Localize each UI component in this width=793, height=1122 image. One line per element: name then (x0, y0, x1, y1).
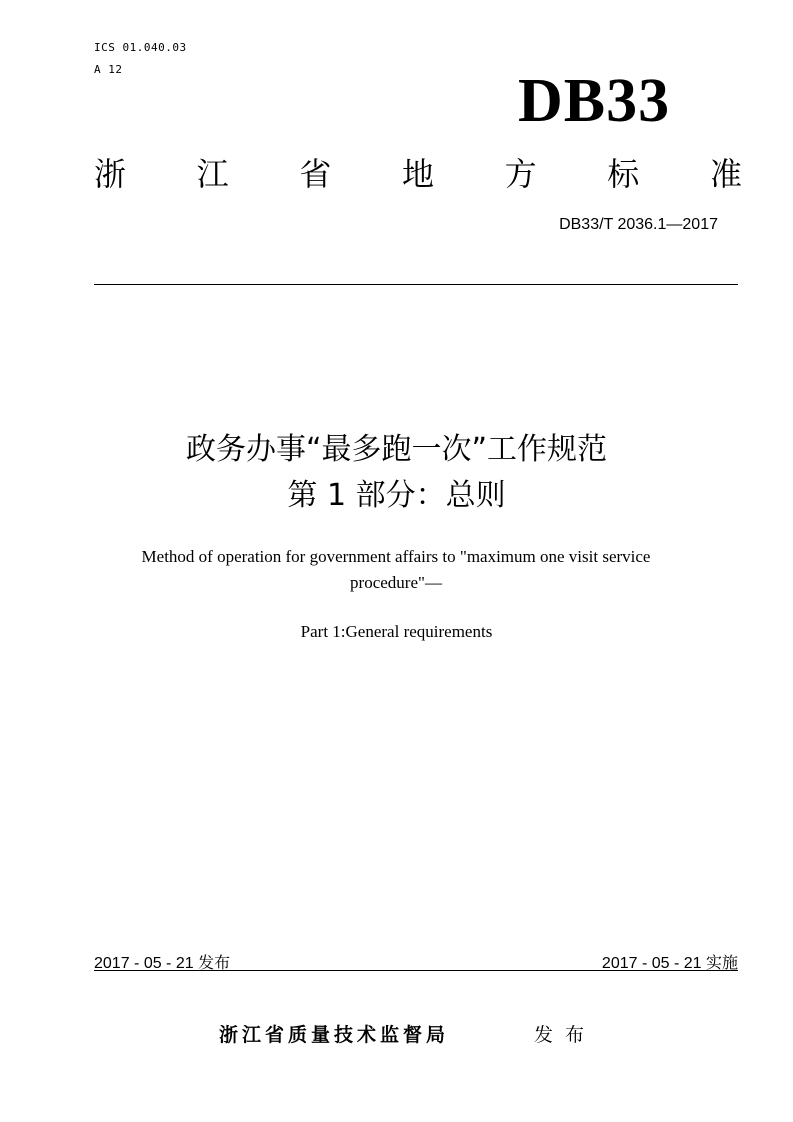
standard-type-char: 标 (607, 155, 640, 193)
subtitle-english: Part 1:General requirements (300, 622, 493, 641)
standard-type-char: 江 (196, 155, 229, 193)
standard-number: DB33/T 2036.1—2017 (559, 216, 718, 233)
standard-type-char: 浙 (94, 155, 127, 193)
standard-type-char: 省 (299, 155, 332, 193)
classification-code: A 12 (94, 63, 123, 76)
implementation-date: 2017 - 05 - 21 实施 (601, 955, 738, 972)
standard-type-char: 方 (504, 155, 537, 193)
ics-code: ICS 01.040.03 (94, 41, 187, 54)
db33-logo: DB33 (518, 67, 671, 135)
standard-type-heading (94, 152, 742, 196)
standard-type-char: 地 (401, 155, 434, 193)
title-english: Method of operation for government affairs to "maximum one visit service procedure"— (141, 547, 651, 592)
top-divider (94, 284, 738, 285)
subtitle-chinese: 第 1 部分：总则 (287, 478, 506, 513)
issue-date: 2017 - 05 - 21 发布 (94, 955, 231, 972)
publish-label: 发布 (534, 1024, 597, 1046)
standard-type-char: 准 (709, 155, 742, 193)
title-chinese: 政务办事“最多跑一次”工作规范 (185, 432, 608, 467)
publisher-name: 浙江省质量技术监督局 (219, 1024, 450, 1046)
bottom-divider (94, 970, 738, 971)
